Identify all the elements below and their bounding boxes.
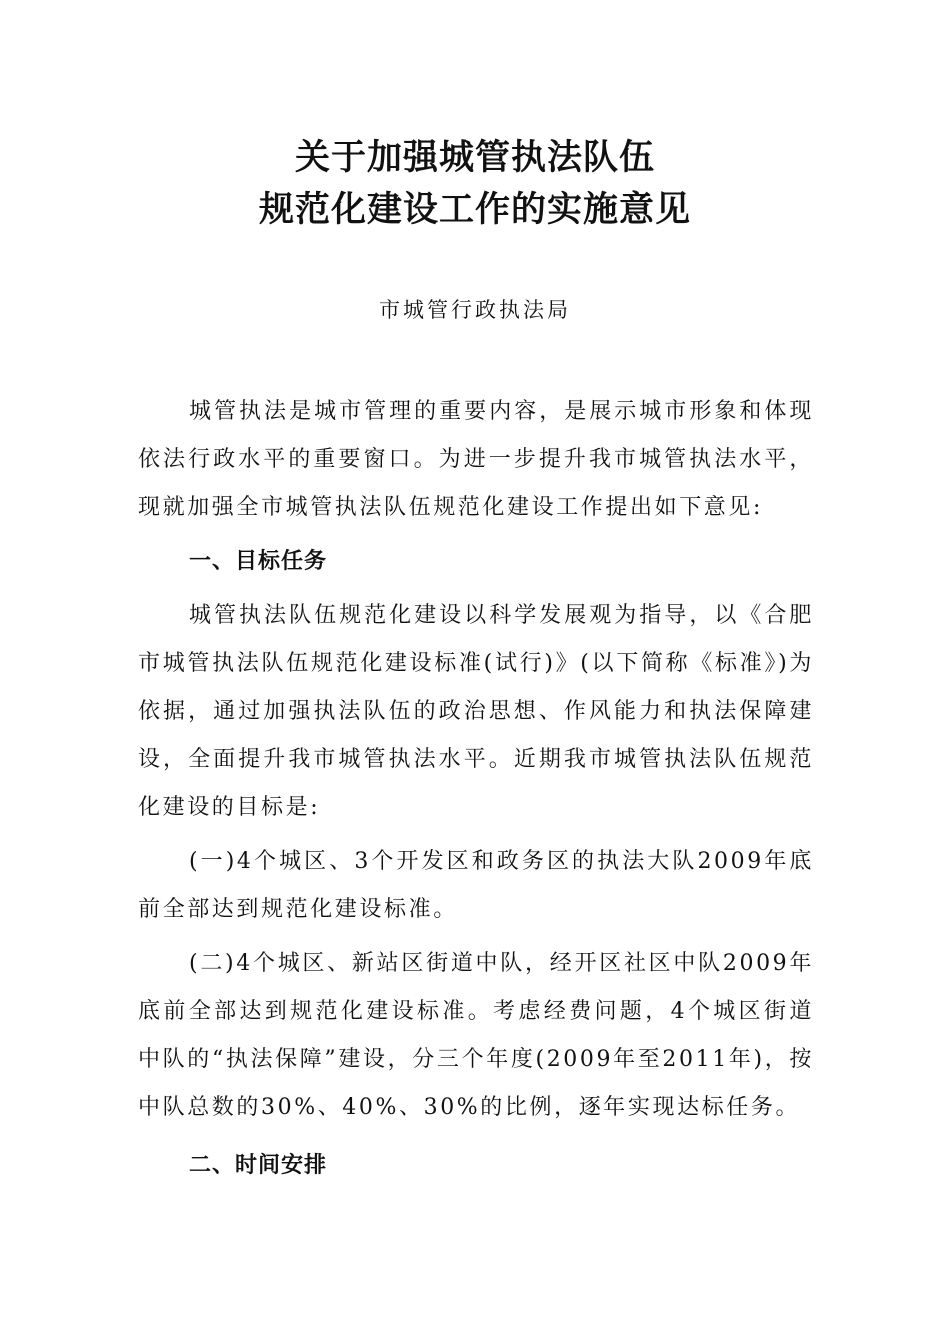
goal-item-1: (一)4个城区、3个开发区和政务区的执法大队2009年底前全部达到规范化建设标准。 xyxy=(138,849,814,922)
issuing-authority: 市城管行政执法局 xyxy=(379,298,571,322)
section-heading-schedule: 二、时间安排 xyxy=(189,1153,328,1178)
intro-paragraph: 城管执法是城市管理的重要内容，是展示城市形象和体现依法行政水平的重要窗口。为进一步提升我市城管执法水平，现就加强全市城管执法队伍规范化建设工作提出如下意见: xyxy=(138,399,814,520)
goal-item-2: (二)4个城区、新站区街道中队，经开区社区中队2009年底前全部达到规范化建设标准。考虑经费问题，4个城区街道中队的“执法保障”建设，分三个年度(2009年至2011年)，按中队总数的30%、40%、30%的比例，逐年实现达标任务。 xyxy=(138,951,814,1120)
title-line-2: 规范化建设工作的实施意见 xyxy=(258,189,691,230)
document-title xyxy=(0,132,950,236)
title-line-1: 关于加强城管执法队伍 xyxy=(294,137,655,178)
document-body xyxy=(138,388,814,1196)
goals-paragraph: 城管执法队伍规范化建设以科学发展观为指导，以《合肥市城管执法队伍规范化建设标准(试行)》(以下简称《标准》)为依据，通过加强执法队伍的政治思想、作风能力和执法保障建设，全面提升我市城管执法水平。近期我市城管执法队伍规范化建设的目标是: xyxy=(138,603,814,820)
section-heading-goals: 一、目标任务 xyxy=(189,549,328,574)
